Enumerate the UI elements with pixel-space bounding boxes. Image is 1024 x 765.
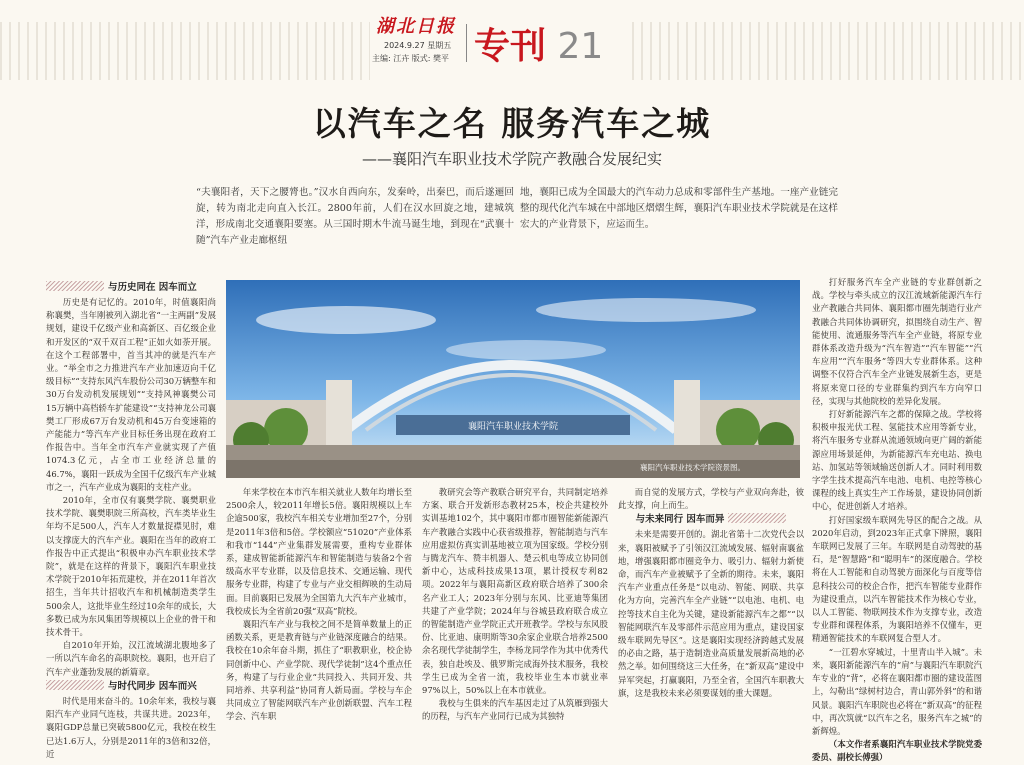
paragraph: 打好新能源汽车之都的保障之战。学校将积极申报光伏工程、氢能技术应用等新专业，将汽车服务专业群从流通领域向更广阔的新能源应用场景延伸，为新能源汽车充电站、换电站、加氢站等领域输送创新人才。同时利用数字学生技术提高汽车电池、电机、电控等核心课程的线上真实生产工作场景，建设协同创新中心，促进创新人才培养。 [812, 409, 982, 512]
author-signature: （本文作者系襄阳汽车职业技术学院党委委员、副校长傅强） [812, 739, 982, 763]
section-number: 21 [557, 26, 604, 67]
paragraph: 我校与生俱来的汽车基因走过了从筑雁到强大的历程，与汽车产业同行已成为其独特 [422, 698, 608, 722]
paragraph: 2010年，全市仅有襄樊学院、襄樊职业技术学院、襄樊职院三所高校，汽车类毕业生年均不足500人，汽车人才数量捉襟见肘，难以支撑庞大的汽车产业。襄阳在当年的政府工作报告中正式提出“积极申办汽车职业技术学院”，就是在这样的背景下，襄阳汽车职业技术学院于2010年拓荒建校，并在2011年首次招生，当年共计招收汽车和机械制造类学生500余人，这批毕业生经过10余年的成长，大多数已成为东风集团等规模以上企业的骨干和技术骨干。 [46, 495, 216, 638]
column-1 [46, 280, 216, 759]
paragraph: 自2010年开始，汉江流域湖北腹地多了一所以汽车命名的高职院校。襄阳，也开启了汽车产业蓬勃发展的新篇章。 [46, 640, 216, 677]
gate-sign: 襄阳汽车职业技术学院 [467, 422, 559, 432]
paragraph: 时代是用来奋斗的。10余年来，我校与襄阳汽车产业同气连枝，共谋共进。2023年，襄阳GDP总量已突破5800亿元，我校在校生已达1.6万人，分别是2011年的3倍和32倍，近 [46, 695, 216, 759]
intro-right: 地，襄阳已成为全国最大的汽车动力总成和零部件生产基地。一座产业链完整的现代化汽车城在中部地区熠熠生辉，襄阳汽车职业技术学院就是在这样宏大的产业背景下，应运而生。 [520, 187, 838, 230]
section-title [474, 18, 603, 69]
issue-date: 2024.9.27 星期五 [384, 41, 452, 50]
subheadline: ——襄阳汽车职业技术学院产教融合发展纪实 [362, 150, 663, 168]
column-5 [812, 276, 982, 763]
paragraph: 襄阳汽车产业与我校之间不是简单数量上的正函数关系，更是教育链与产业链深度融合的结果。我校在10余年奋斗期，抓住了“职教职业，校企协同创新中心、产业学院、现代学徒制”这4个重点任务，构建了与行业企业“共同投入、共同开发、共同培养、共享利益”协同育人新局面。学校与车企共同成立了智能网联汽车产业创新联盟、汽车工程学会、汽车职 [226, 619, 412, 722]
column-4 [618, 486, 804, 732]
masthead-stripes-right [632, 22, 1024, 80]
intro-left: “夫襄阳者，天下之腰膂也。”汉水自西向东，发秦岭，出秦巴，而后遂逦回旋，转为南北走向直入长江。2800年前，人们在汉水回旋之地，建城筑洋，形成南北交通襄阳要塞。从三国时期木牛流马诞生地，到现在“武襄十随”汽车产业走廊枢纽 [196, 187, 514, 246]
heading-ornament [46, 680, 104, 690]
paragraph: 历史是有记忆的。2010年，时值襄阳尚称襄樊，当年刚被列入湖北省“一主两副”发展规划，建设千亿级产业和高新区、百亿级企业和开发区的“双千双百工程”正如火如荼开展。在这个工程部署中，首当其冲的就是汽车产业。“举全市之力推进汽车产业加速迈向千亿级目标”“支持东风汽车股份公司30万辆整车和30万台发动机发展规划”“支持风神襄樊公司15万辆中高档轿车扩能建设”“支持神龙公司襄樊工厂形成67万台发动机和45万台变速箱的产能能力”等汽车产业目标任务出现在政府工作报告中。当年全市汽车产业就实现了产值1074.3亿元，占全市工业经济总量的46.7%，襄阳一跃成为全国千亿级汽车产业城市之一，汽车产业成为襄阳的支柱产业。 [46, 297, 216, 492]
column-3 [422, 486, 608, 732]
section-heading-times: 与时代同步 因车而兴 [46, 679, 216, 695]
campus-photo [226, 280, 800, 478]
heading-ornament [46, 281, 104, 291]
paragraph: 年来学校在本市汽车相关就业人数年均增长至2500余人，较2011年增长5倍。襄阳规模以上车企逾500家，我校汽车相关专业增加至27个，分别是2011年3倍和5倍。学校额应“51020”产业体系和我市“144”产业集群发展需要，重构专业群体系，建成智能新能源汽车和智能制造与装备2个省级高水平专业群，以及信息技术、交通运输、现代服务专业群，构建了专业与产业交相辉映的生动局面。目前襄阳已发展为全国第九大汽车产业城市，我校成长为全省前20强“双高”院校。 [226, 487, 412, 616]
paragraph: 教研究会等产教联合研究平台，共同制定培养方案、联合开发新形态教材25本，校企共建校外实训基地102个，其中襄阳市都市圈智能新能源汽车产教融合实践中心获省级推荐，智能制造与汽车应用虚拟仿真实训基地被立项为国家级。学校分别与腾龙汽车、赞丰机器人、楚云机电等成立协同创新中心，达成科技成果13项，累计授权专利82项。2022年与襄阳高新区政府联合培养了300余名产业工人；2023年分别与东风、比亚迪等集团共建了产业学院；2024年与谷城县政府联合成立的智能制造产业学院正式开班教学。学校与东风股份、比亚迪、康明斯等30余家企业联合培养2500余名现代学徒制学生，李杨龙同学作为其中优秀代表，独自赴埃及、俄罗斯完成海外技术服务，我校学生已成为全省一流，我校毕业生本市就业率97%以上，50%以上在本市就业。 [422, 487, 608, 696]
section-heading-future: 与未来同行 因车而异 [618, 512, 804, 528]
column-2 [226, 486, 412, 732]
photo-caption: 襄阳汽车职业技术学院资景图。 [640, 463, 745, 472]
paragraph: 而自觉的发展方式，学校与产业双向奔赴，彼此支撑，向上而生。 [618, 487, 804, 511]
paragraph: 未来是需要开创的。湖北省第十二次党代会以来，襄阳被赋予了引领汉江流域发展、辐射南襄盆地，增强襄阳都市圈竞争力、吸引力、辐射力新使命，而汽车产业被赋予了全新的期待。未来，襄阳汽车产业重点任务是“以电动、智能、网联、共享化为方向，完善汽车全产业链”“以电池、电机、电控等技术自主化为关键，建设新能源汽车之都”“以智能网联汽车及零部件示范应用为重点，建设国家级车联网先导区”。这是襄阳实现经济跨越式发展的必由之路，基于造制造业高质量发展新高地的必然之举。如何围绕这三大任务，在“新双高”建设中异军突起，打赢襄阳，乃至全省，全国汽车职教大旗，这是我校未来必须要谋划的重大课题。 [618, 529, 804, 698]
editor-credits: 主编: 江卉 版式: 樊平 [372, 54, 450, 63]
masthead-stripes-left [0, 22, 370, 80]
masthead-divider [466, 24, 467, 62]
section-label: 专刊 [474, 26, 547, 67]
section-heading-history: 与历史同在 因车而立 [46, 280, 216, 296]
campus-illustration [226, 280, 800, 478]
headline: 以汽车之名 服务汽车之城 [312, 104, 712, 143]
newspaper-logo: 湖北日报 [376, 16, 456, 37]
paragraph: 打好国家级车联网先导区的配合之战。从2020年启动，到2023年正式拿下牌照，襄阳车联网已发展了三年。车联网是自动驾驶的基石，是“智慧路”和“聪明车”的深度融合。学校将在人工智能和自动驾驶方面深化与百度等信息科技公司的校企合作，把汽车智能专业群作为建设重点，以汽车智能技术作为核心专业，以人工智能、物联网技术作为支撑专业，改造专业群和课程体系，为襄阳培养不仅懂车，更精通智能技术的车联网复合型人才。 [812, 514, 982, 644]
heading-ornament [728, 513, 786, 523]
paragraph: “一江碧水穿城过，十里青山半入城”。未来，襄阳新能源汽车的“肩”与襄阳汽车职院汽车专业的“背”，必将在襄阳都市圈的建设蓝图上，勾勒出“绿树村边合，青山郭外斜”的和谐风景。襄阳汽车职院也必将在“新双高”的征程中，再次筑就“以汽车之名，服务汽车之城”的新辉煌。 [812, 646, 982, 736]
paragraph: 打好服务汽车全产业链的专业群创新之战。学校与牵头成立的汉江流域新能源汽车行业产教融合共同体、襄阳都市圈先制造行业产教融合共同体协调研究，拟围绕自动生产、智能使用、流通服务等汽车全产业链，将原专业群体系改造升级为“汽车智造”“汽车智能”“汽车应用”“汽车服务”等四大专业群体系。这种调整不仅符合汽车全产业链发展新生态，更是将原来宽口径的专业群集约到汽车方向窄口径，实现与其他院校的差异化发展。 [812, 277, 982, 406]
